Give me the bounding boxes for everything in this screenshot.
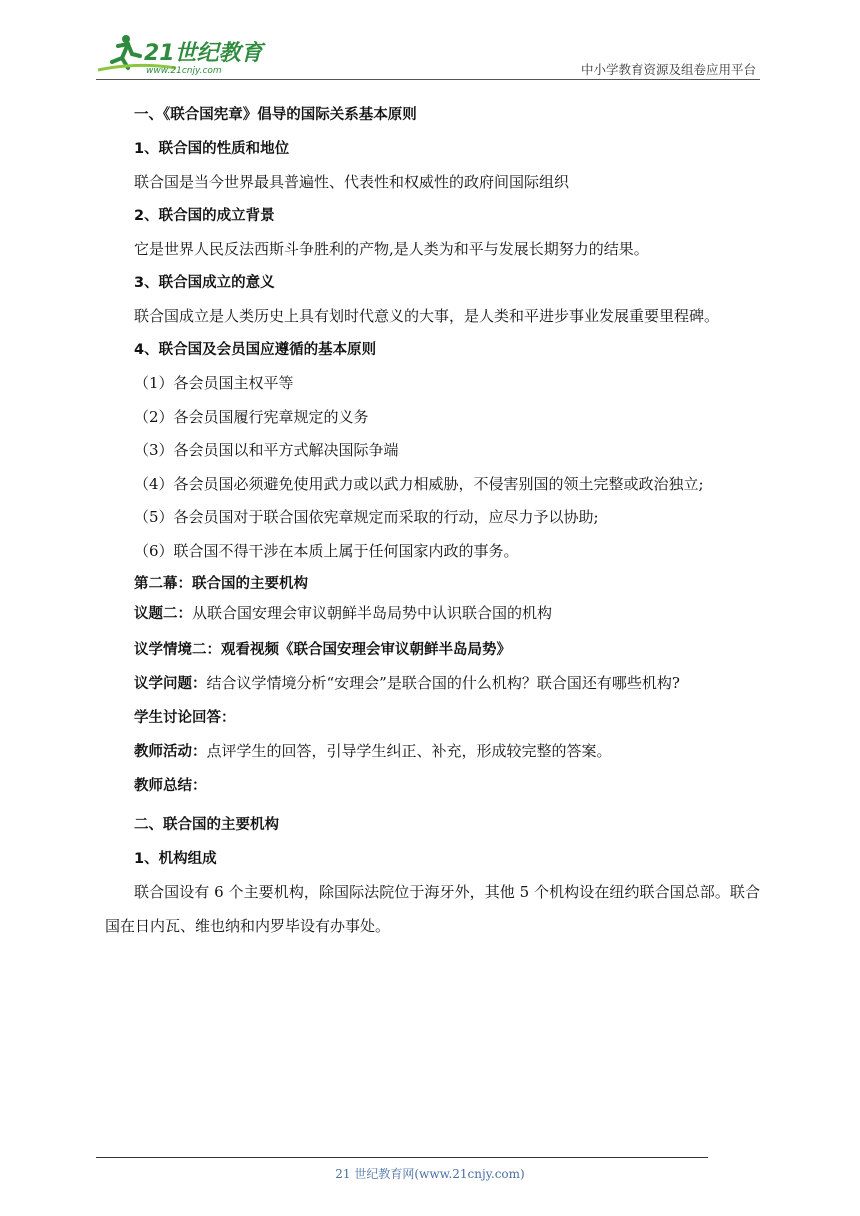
teacher-activity-text: 点评学生的回答，引导学生纠正、补充，形成较完整的答案。	[206, 742, 612, 760]
topic-label: 议题二：	[134, 605, 192, 622]
subheading-background: 2、联合国的成立背景	[134, 207, 275, 224]
discussion-line: 学生讨论回答：	[134, 709, 236, 726]
subheading-significance: 3、联合国成立的意义	[134, 274, 275, 291]
paragraph-significance: 联合国成立是人类历史上具有划时代意义的大事，是人类和平进步事业发展重要里程碑。	[134, 307, 720, 325]
teacher-activity-label: 教师活动：	[134, 744, 207, 760]
svg-text:21世纪教育: 21世纪教育	[144, 41, 263, 66]
paragraph-composition: 联合国设有 6 个主要机构，除国际法院位于海牙外，其他 5 个机构设在纽约联合国总部。联合国在日内瓦、维也纳和内罗毕设有办事处。	[105, 883, 760, 935]
page-footer: 21 世纪教育网(www.21cnjy.com)	[335, 1167, 525, 1181]
principle-item: （4）各会员国必须避免使用武力或以武力相威胁，不侵害别国的领土完整或政治独立;	[134, 474, 704, 493]
subheading-principles: 4、联合国及会员国应遵循的基本原则	[134, 341, 377, 358]
page-header	[96, 30, 760, 78]
scenario-line: 议学情境二：观看视频《联合国安理会审议朝鲜半岛局势》	[134, 641, 511, 658]
section-heading-1: 一、《联合国宪章》倡导的国际关系基本原则	[134, 107, 417, 123]
topic-line	[105, 598, 760, 630]
principle-item: （3）各会员国以和平方式解决国际争端	[134, 441, 399, 459]
footer-divider	[96, 1157, 708, 1158]
subheading-composition: 1、机构组成	[134, 850, 217, 867]
subheading-nature: 1、联合国的性质和地位	[134, 140, 290, 157]
question-label: 议学问题：	[134, 676, 207, 692]
teacher-summary-line: 教师总结：	[134, 777, 207, 794]
paragraph-nature: 联合国是当今世界最具普遍性、代表性和权威性的政府间国际组织	[134, 173, 570, 191]
paragraph-background: 它是世界人民反法西斯斗争胜利的产物,是人类为和平与发展长期努力的结果。	[134, 240, 649, 258]
principle-item: （1）各会员国主权平等	[134, 374, 294, 392]
principle-item: （5）各会员国对于联合国依宪章规定而采取的行动，应尽力予以协助;	[134, 508, 599, 526]
document-body	[105, 99, 760, 943]
act-heading: 第二幕：联合国的主要机构	[134, 576, 308, 592]
question-paragraph	[105, 667, 760, 702]
teacher-activity-line	[105, 735, 760, 770]
svg-text:www.21cnjy.com: www.21cnjy.com	[146, 66, 222, 76]
section-heading-2: 二、联合国的主要机构	[134, 817, 279, 833]
site-logo	[96, 32, 266, 76]
principle-item: （2）各会员国履行宪章规定的义务	[134, 407, 369, 426]
header-divider	[96, 79, 760, 80]
topic-text: 从联合国安理会审议朝鲜半岛局势中认识联合国的机构	[192, 603, 553, 622]
platform-name: 中小学教育资源及组卷应用平台	[580, 62, 756, 77]
principle-item: （6）联合国不得干涉在本质上属于任何国家内政的事务。	[134, 541, 519, 560]
question-text: 结合议学情境分析“安理会”是联合国的什么机构？联合国还有哪些机构?	[206, 674, 680, 692]
